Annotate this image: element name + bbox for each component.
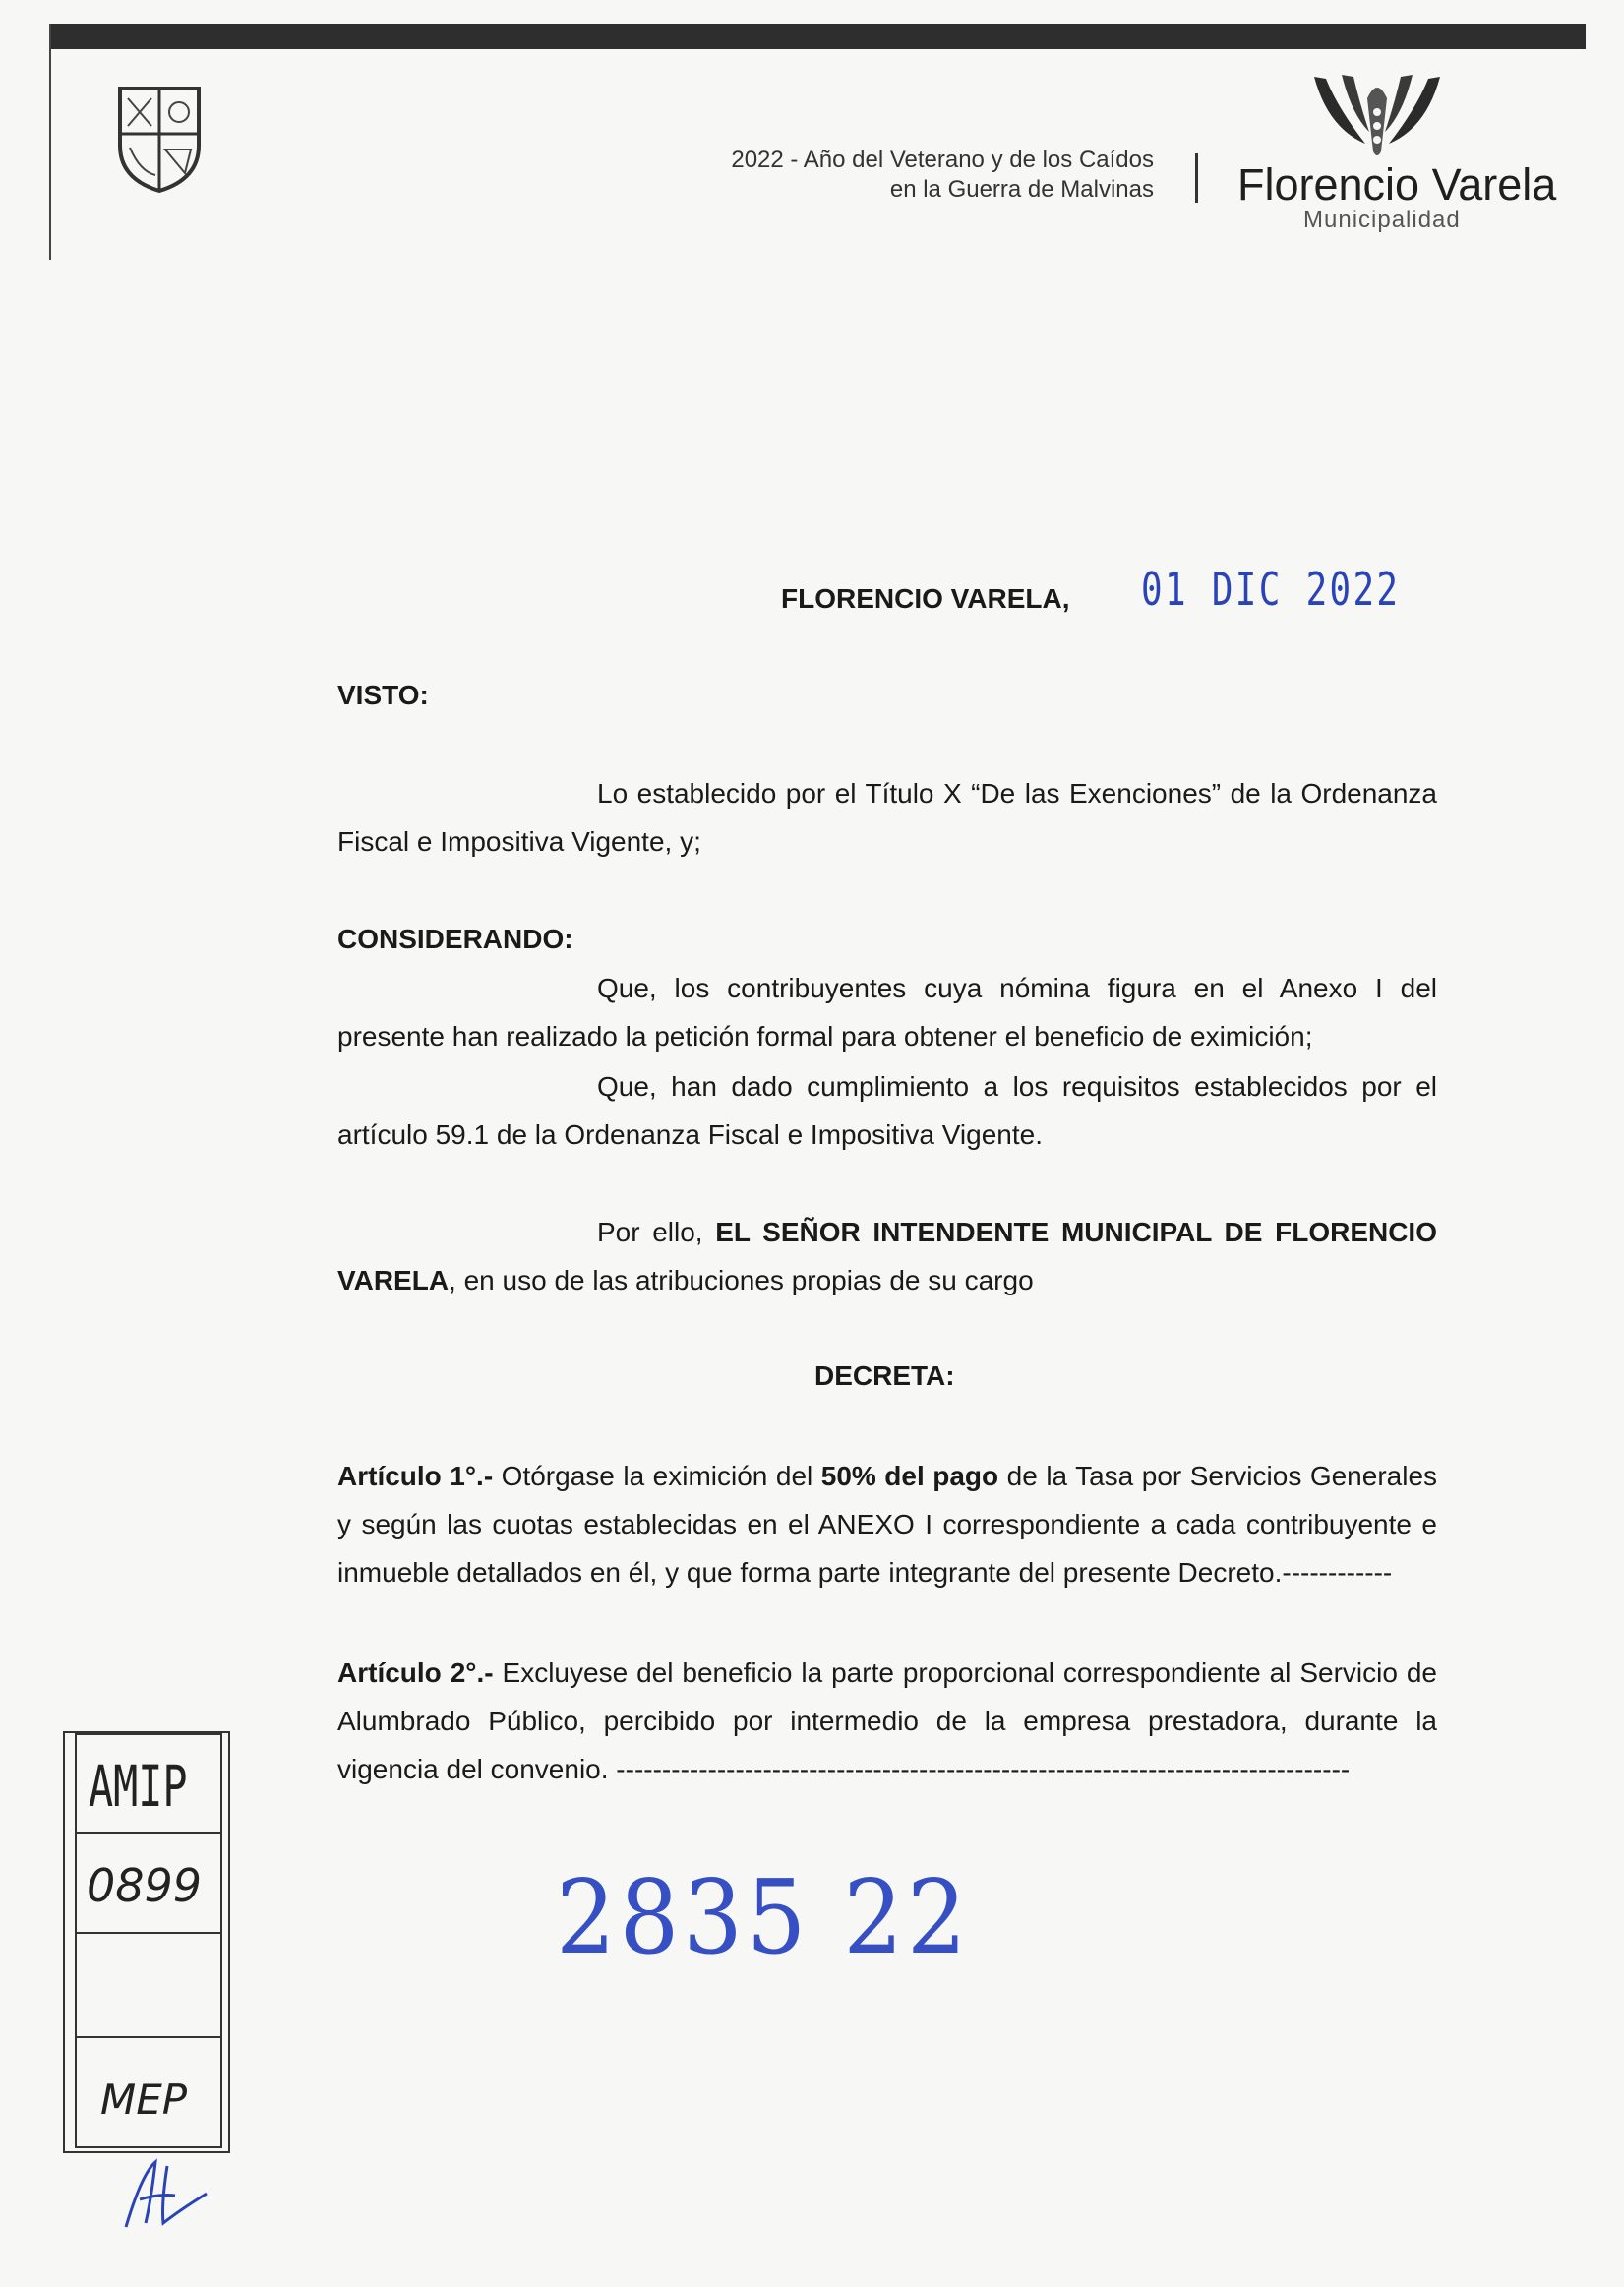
article-2-label: Artículo 2°.- — [337, 1657, 494, 1688]
stamp-cell-mep-text: MEP — [100, 2076, 188, 2124]
considerando-heading: CONSIDERANDO: — [337, 924, 573, 954]
stamp-cell-amip — [75, 1733, 222, 1834]
place-city: FLORENCIO VARELA, — [781, 583, 1070, 614]
stamp-cell-empty — [75, 1932, 222, 2038]
motto-line-1: 2022 - Año del Veterano y de los Caídos — [731, 147, 1154, 173]
florencio-varela-logo-icon — [1308, 69, 1446, 163]
stamp-cell-amip-text: AMIP — [89, 1753, 188, 1820]
top-border-bar — [51, 24, 1586, 49]
por-ello-pre: Por ello, — [597, 1217, 703, 1247]
routing-stamp-box — [63, 1731, 230, 2153]
decreta-heading: DECRETA: — [814, 1360, 955, 1391]
por-ello-paragraph — [337, 1208, 1437, 1304]
left-margin-line — [49, 24, 51, 260]
handwritten-signature — [116, 2154, 211, 2233]
article-2-text: Excluyese del beneficio la parte proporcional correspondiente al Servicio de Alumbrado Público, percibido por intermedio de la empresa prestadora, durante la vigencia del convenio. -------------------------------------------------------------------------------- — [337, 1657, 1437, 1784]
article-1-bold: 50% del pago — [820, 1461, 999, 1491]
article-1 — [337, 1452, 1437, 1596]
considerando-paragraph-1 — [337, 964, 1437, 1060]
visto-paragraph — [337, 769, 1437, 866]
considerando-paragraph-2 — [337, 1062, 1437, 1159]
article-1-post: de la Tasa por Servicios Generales y según las cuotas establecidas en el ANEXO I correspondiente a cada contribuyente e inmueble detallados en él, y que forma parte integrante del presente Decreto.------------ — [337, 1461, 1438, 1588]
motto-line-2: en la Guerra de Malvinas — [889, 176, 1154, 203]
brand-subtitle: Municipalidad — [1303, 207, 1461, 233]
date-stamp: 01 DIC 2022 — [1141, 563, 1401, 616]
por-ello-post: , en uso de las atribuciones propias de su cargo — [449, 1265, 1034, 1295]
article-1-pre: Otórgase la eximición del — [493, 1461, 821, 1491]
visto-heading: VISTO: — [337, 680, 429, 710]
article-1-label: Artículo 1°.- — [337, 1461, 494, 1491]
considerando-text-2: Que, han dado cumplimiento a los requisitos establecidos por el artículo 59.1 de la Ordenanza Fiscal e Impositiva Vigente. — [337, 1071, 1437, 1150]
brand-name: Florencio Varela — [1237, 159, 1557, 210]
visto-text: Lo establecido por el Título X “De las Exenciones” de la Ordenanza Fiscal e Impositiva Vigente, y; — [337, 778, 1437, 857]
header-divider — [1195, 153, 1198, 203]
decree-number-stamp: 2835 22 — [556, 1857, 971, 1977]
por-ello-authority: EL SEÑOR INTENDENTE MUNICIPAL DE FLORENCIO VARELA — [337, 1217, 1437, 1295]
article-2 — [337, 1649, 1437, 1793]
considerando-text-1: Que, los contribuyentes cuya nómina figura en el Anexo I del presente han realizado la petición formal para obtener el beneficio de eximición; — [337, 973, 1437, 1052]
header-motto — [731, 146, 1154, 205]
stamp-cell-number-text: 0899 — [87, 1859, 203, 1912]
coat-of-arms-logo — [116, 85, 203, 195]
stamp-cell-number — [75, 1832, 222, 1934]
stamp-cell-mep — [75, 2036, 222, 2148]
